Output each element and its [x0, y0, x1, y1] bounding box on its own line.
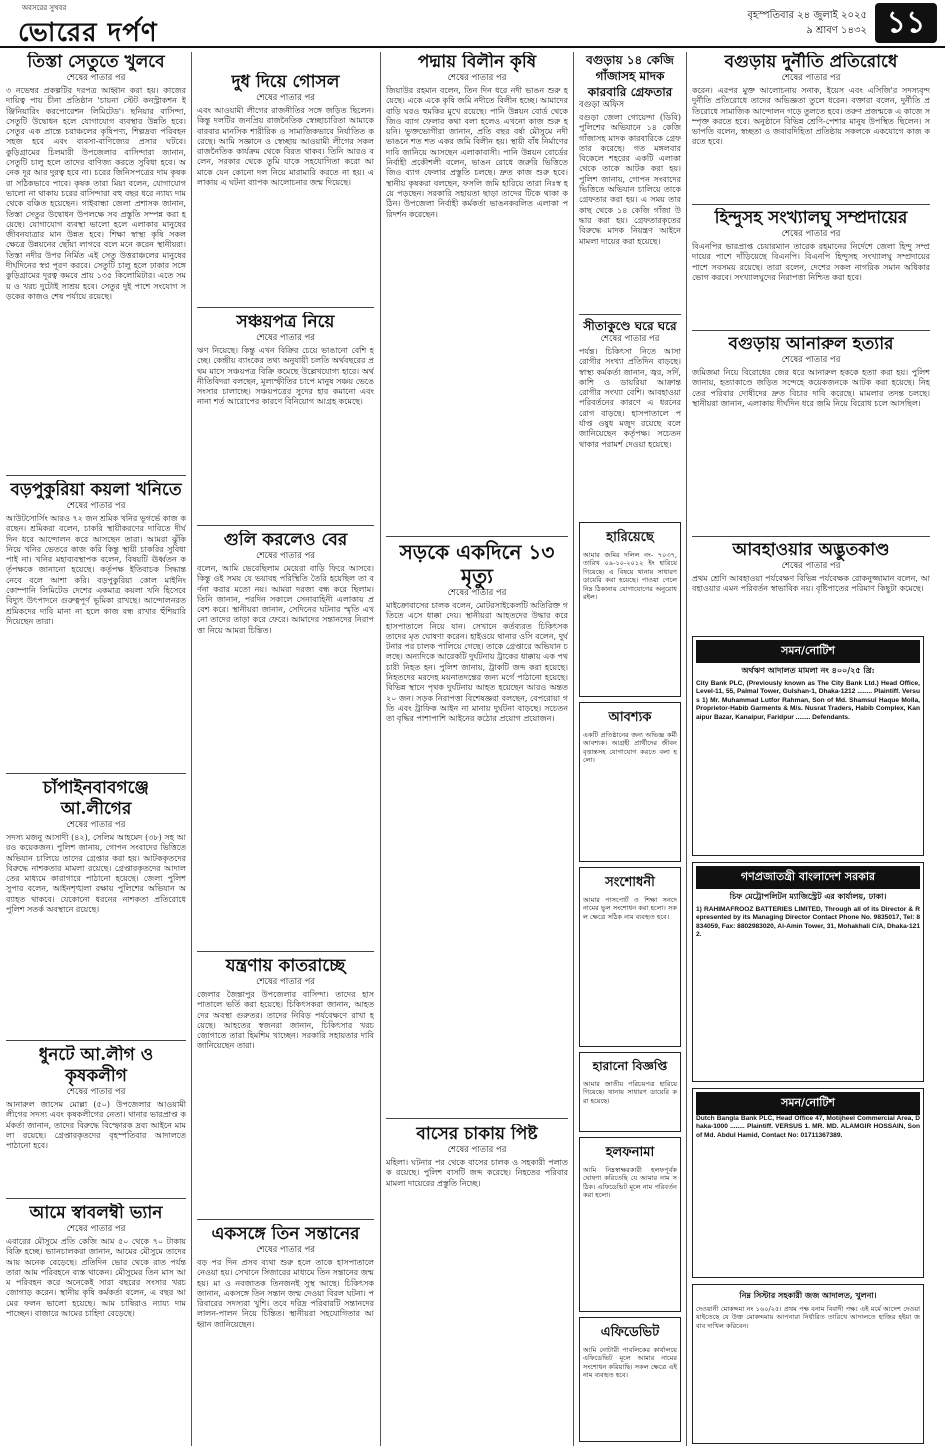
headline: পদ্মায় বিলীন কৃষি	[417, 52, 537, 72]
newspaper-logo	[18, 2, 188, 48]
article-minority	[692, 208, 930, 328]
classified-title: এফিডেভিট	[600, 1325, 660, 1340]
notice-banner: সমন/নোটিশ	[696, 640, 920, 663]
divider	[6, 1198, 186, 1199]
article-body: আনারুল জাসেম মোল্লা (৫০) উপজেলার আওয়ামী লীগের সদস্য এবং কৃষকলীগের নেতা। থানার ভারপ্রাপ্ত কর্মকর্তা জানান, তাদের বিরুদ্ধে বিস্ফোরক দ্রব্য আইনে মামলা রয়েছে। গ্রেপ্তারকৃতদের বৃহস্পতিবার আদালতে পাঠানো হবে।	[6, 1100, 186, 1151]
classified-title: হারিয়েছে	[606, 530, 654, 545]
article-anarul	[692, 334, 930, 534]
article-body: মহিলা। ঘটনার পর থেকে বাসের চালক ও সহকারী পলাতক রয়েছে। পুলিশ বাসটি জব্দ করেছে। নিহতের পরিবার মামলা দায়েরের প্রস্তুতি নিচ্ছে।	[386, 1158, 568, 1188]
legal-notice-magistrate	[692, 862, 924, 1082]
notice-heading: অর্থঋণ আদালত মামলা নং ৪০০/২৫ খ্রি:	[741, 665, 875, 675]
legal-notice-dutch-bangla	[692, 1088, 924, 1278]
kicker: বগুড়া অফিস	[579, 100, 625, 110]
headline: হিন্দুসহ সংখ্যালঘু সম্প্রদায়ের	[714, 208, 908, 228]
column-divider	[686, 52, 687, 1446]
article-body: বগুড়া জেলা গোয়েন্দা (ডিবি) পুলিশের অভিযানে ১৪ কেজি গাঁজাসহ মাদক কারবারিকে গ্রেফতার করেছে। গত মঙ্গলবার বিকেলে শহরের একটি এলাকা থেকে তাকে আটক করা হয়। পুলিশ জানায়, গোপন সংবাদের ভিত্তিতে অভিযান চালিয়ে তাকে গ্রেফতার করা হয়। এ সময় তার কাছ থেকে ১৪ কেজি গাঁজা উদ্ধার করা হয়। গ্রেফতারকৃতের বিরুদ্ধে মাদক নিয়ন্ত্রণ আইনে মামলা দায়ের করা হয়েছে।	[579, 113, 681, 246]
classified-title: আবশ্যক	[608, 710, 652, 725]
masthead	[0, 0, 945, 48]
notice-body: Dutch Bangla Bank PLC, Head Office 47, Motijheel Commercial Area, Dhaka-1000 ........ Plaintiff. VERSUS 1. MR. MD. ALAMGIR HOSSAIN, Son of Md. Abdul Hamid, Contact No: 01711367389.	[696, 1115, 920, 1139]
notice-body: City Bank PLC, (Previously known as The City Bank Ltd.) Head Office, Level-11, 55, Palmal Tower, Gulshan-1, Dhaka-1212 ........ Plaintiff. Versus 1) Mr. Muhammad Lutfor Rahman, Son of Md. Shamsul Haque Molla, Proprietor-Habib Garments & M/s. Nusrat Traders, Habib Complex, Kanaipur Bazar, Kanaipur, Faridpur ........ Defendants.	[696, 680, 920, 721]
column-3	[386, 52, 568, 1448]
headline: গুলি করলেও বের	[223, 530, 348, 550]
article-body: এবং আওয়ামী লীগের রাজনীতির সঙ্গে জড়িত ছিলেন। কিন্তু দলটির জনপ্রিয় রাজনৈতিক স্বেচ্ছাচারিতা আমাকে বারবার মানসিক শারীরিক ও সামাজিকভাবে নির্যাতিত করেছে। আমি সজ্ঞানে ও স্বেচ্ছায় আওয়ামী লীগের সকল রাজনৈতিক কার্যক্রম থেকে বিরত থাকব। তিনি আরও বলেন, সরকার থেকে তুমি যাকে সহযোগিতা করো আমাকে যেন কোনো দল নিয়ে মারামারি করতে না হয়। এলাকায় এ ঘটনা ব্যাপক আলোচনার জন্ম দিয়েছে।	[197, 106, 374, 188]
legal-notice-city-bank	[692, 636, 924, 856]
article-body: বলেন, আমি ভেবেছিলাম মেয়েরা বাড়ি ফিরে আসবে। কিন্তু ওই সময় যে ভয়াবহ পরিস্থিতি তৈরি হয়েছিল তা বর্ণনা করার মতো নয়। আমরা দরজা বন্ধ করে ছিলাম। তিনি জানান, পরদিন সকালে সেনাবাহিনী এলাকায় প্রবেশ করে। স্থানীয়রা জানান, সেদিনের ঘটনার স্মৃতি এখনো তাদের তাড়া করে ফেরে। আমাদের সন্তানদের নিরাপত্তা নিয়ে আমরা চিন্তিত।	[197, 564, 374, 635]
kicker: শেষের পাতার পর	[256, 1245, 315, 1255]
article-road-deaths	[386, 540, 568, 1115]
headline: বগুড়ায় দুর্নীতি প্রতিরোধে	[724, 52, 898, 72]
article-body: প্রথম শ্রেণি আবহাওয়া পর্যবেক্ষণ বিভিন্ন পর্যবেক্ষক রোকনুজ্জামান বলেন, আবহাওয়ার এমন পরিবর্তন স্বাভাবিক নয়। বৃষ্টিপাতের পরিমাণ কিছুটা কমেছে।	[692, 574, 930, 594]
kicker: শেষের পাতার পর	[256, 93, 315, 103]
article-body: আউটসোর্সিং আরও ৭২ জন শ্রমিক খনির ভূগর্ভে কাজ করছেন। শ্রমিকরা বলেন, চাকরি স্থায়ীকরণের দাবিতে দীর্ঘদিন ধরে আন্দোলন করে আসছেন তারা। আমরা ঝুঁকি নিয়ে খনির ভেতরে কাজ করি কিন্তু স্থায়ী চাকরির সুবিধা পাই না। খনির মহাব্যবস্থাপক বলেন, বিষয়টি ঊর্ধ্বতন কর্তৃপক্ষকে জানানো হয়েছে। কর্তৃপক্ষ ইতিবাচক সিদ্ধান্ত নেবে বলে আশা করি। বড়পুকুরিয়া কোল মাইনিং কোম্পানি লিমিটেড দেশের একমাত্র কয়লা খনি হিসেবে বিদ্যুৎ উৎপাদনে গুরুত্বপূর্ণ ভূমিকা রাখছে। আন্দোলনরত শ্রমিকদের দাবি মানা না হলে কাজ বন্ধ রাখার হুঁশিয়ারি দিয়েছেন তারা।	[6, 514, 186, 626]
article-dhunat	[6, 1045, 186, 1195]
column-5	[692, 52, 930, 1448]
article-milk-bath	[197, 72, 374, 304]
article-body: করেন। এরপর মুক্ত আলোচনায় সনাক, ইয়েস এবং এসিজি'র সদস্যবৃন্দ দুর্নীতি প্রতিরোধে তাদের অভিজ্ঞতা তুলে ধরেন। বক্তারা বলেন, দুর্নীতি প্রতিরোধে সামাজিক আন্দোলন গড়ে তুলতে হবে। তরুণ প্রজন্মকে এ কাজে সম্পৃক্ত করতে হবে। অনুষ্ঠানে বিভিন্ন শ্রেণি-পেশার মানুষ উপস্থিত ছিলেন। সভাপতি বলেন, স্বচ্ছতা ও জবাবদিহিতা প্রতিষ্ঠায় সকলকে একযোগে কাজ করতে হবে।	[692, 86, 930, 147]
column-4	[579, 52, 681, 1448]
article-padma	[386, 52, 568, 532]
notice-banner: গণপ্রজাতন্ত্রী বাংলাদেশ সরকার	[696, 866, 920, 889]
divider	[6, 475, 186, 476]
article-triplets	[197, 1224, 374, 1444]
divider	[197, 1219, 374, 1220]
column-1	[6, 52, 186, 1448]
headline: ধুনটে আ.লীগ ও কৃষকলীগ	[38, 1045, 154, 1086]
kicker: শেষের পাতার পর	[447, 73, 507, 83]
article-bus	[386, 1124, 568, 1444]
divider	[197, 307, 374, 308]
classified-lost	[579, 522, 681, 697]
classified-lost-notice	[579, 1052, 681, 1132]
column-divider	[573, 52, 574, 1446]
article-corruption	[692, 52, 930, 202]
logo-tagline: অবসরের সুখবর	[22, 4, 67, 12]
headline: চাঁপাইনবাবগঞ্জে আ.লীগের	[43, 778, 149, 819]
notice-body: 1) RAHIMAFROOZ BATTERIES LIMITED, Through all of its Director & Represented by its Managing Director Contact Phone No. 9835017, Tel: 8834059, Fax: 8802983020, Al-Amin Tower, 31, Mohakhali C/A, Dhaka-1212.	[696, 906, 920, 939]
divider	[579, 314, 681, 315]
notice-heading: নিম্ন সিস্টার সহকারী জজ আদালত, খুলনা।	[739, 1290, 877, 1300]
legal-notice-khulna	[692, 1284, 924, 1444]
article-gunfire	[197, 530, 374, 948]
classified-needed	[579, 702, 681, 862]
classified-body: আমার জমির দলিল নং- ৭০৩৭, তারিখ ০৯-১০-২০১২ ইং হারিয়ে গিয়েছে। এ বিষয়ে থানায় সাধারণ ডায়েরি করা হয়েছে। পাওয়া গেলে নিম্ন ঠিকানায় যোগাযোগের অনুরোধ রইল।	[583, 551, 677, 602]
divider	[197, 951, 374, 952]
classified-title: হলফনামা	[605, 1145, 655, 1160]
classified-affidavit	[579, 1137, 681, 1312]
kicker: শেষের পাতার পর	[781, 73, 841, 83]
article-savings	[197, 312, 374, 522]
article-tista-bridge	[6, 52, 186, 472]
headline: আবহাওয়ার অদ্ভুতকাণ্ড	[732, 540, 890, 560]
kicker: শেষের পাতার পর	[447, 588, 507, 598]
classified-affidavit-2	[579, 1317, 681, 1442]
classified-body: আমার জাতীয় পরিচয়পত্র হারিয়ে গিয়েছে। থানায় সাধারণ ডায়েরি করা হয়েছে।	[583, 1080, 677, 1105]
kicker: শেষের পাতার পর	[781, 561, 841, 571]
headline: বড়পুকুরিয়া কয়লা খনিতে	[10, 480, 182, 500]
notice-banner: সমন/নোটিশ	[696, 1092, 920, 1115]
divider	[386, 1118, 568, 1119]
article-sitakunda	[579, 318, 681, 516]
kicker: শেষের পাতার পর	[447, 1145, 507, 1155]
article-body: জমিজমা নিয়ে বিরোধের জের ধরে আনারুল হককে হত্যা করা হয়। পুলিশ জানায়, হত্যাকাণ্ডে জড়িত সন্দেহে কয়েকজনকে আটক করা হয়েছে। নিহতের পরিবার দোষীদের দ্রুত বিচার দাবি করেছে। মামলার তদন্ত চলছে। স্থানীয়রা জানান, এলাকায় দীর্ঘদিন ধরে জমি নিয়ে বিরোধ চলে আসছিল।	[692, 368, 930, 408]
headline: বগুড়ায় ১৪ কেজি গাঁজাসহ মাদক কারবারি গ্রেফতার	[586, 53, 674, 99]
divider	[197, 525, 374, 526]
divider	[6, 1040, 186, 1041]
date-bangla: ৯ শ্রাবণ ১৪৩২	[806, 25, 867, 36]
page-number: ১১	[875, 3, 937, 43]
kicker: শেষের পাতার পর	[256, 333, 315, 343]
kicker: শেষের পাতার পর	[600, 334, 660, 344]
kicker: শেষের পাতার পর	[66, 1224, 126, 1234]
headline: একসঙ্গে তিন সন্তানের	[211, 1224, 360, 1244]
article-body: এবারের মৌসুমে প্রতি কেজি আম ৫০ থেকে ৭০ টাকায় বিক্রি হচ্ছে। ভ্যানচালকরা জানান, আমের মৌসুমে তাদের আয় অনেক বেড়েছে। প্রতিদিন ভোর থেকে রাত পর্যন্ত তারা আম পরিবহনে ব্যস্ত থাকেন। মৌসুমের তিন মাস আম পরিবহন করে অনেকেই সারা বছরের সংসার খরচ জোগাড় করেন। স্থানীয় কৃষি কর্মকর্তা বলেন, এ বছর আমের ফলন ভালো হয়েছে। আম চাষিরাও ন্যায্য দাম পাচ্ছেন। বাজারে আমের চাহিদা বেড়েছে।	[6, 1237, 186, 1319]
headline: তিস্তা সেতুতে খুলবে	[27, 52, 165, 72]
kicker: শেষের পাতার পর	[66, 1087, 126, 1097]
divider	[692, 204, 930, 205]
logo-title: ভোরের দর্পণ	[18, 18, 158, 48]
column-2	[197, 52, 374, 1448]
kicker: শেষের পাতার পর	[66, 501, 126, 511]
classified-title: সংশোধনী	[605, 875, 655, 890]
headline: বগুড়ায় আনারুল হত্যার	[728, 334, 894, 354]
column-divider	[380, 52, 381, 1446]
headline: সঞ্চয়পত্র নিয়ে	[236, 312, 335, 332]
date-block	[747, 8, 867, 38]
headline: দুধ দিয়ে গোসল	[231, 72, 340, 92]
headline: সড়কে একদিনে ১৩ মৃত্যু	[399, 540, 555, 588]
classified-body: আমার পাসপোর্ট ও শিক্ষা সনদে নামের ভুল সংশোধন করা হলো। সকল ক্ষেত্রে সঠিক নাম ব্যবহৃত হবে।	[583, 896, 677, 921]
notice-heading: চিফ মেট্রোপলিটন ম্যাজিস্ট্রেট এর কার্যালয়, ঢাকা।	[729, 891, 887, 901]
article-chapai	[6, 778, 186, 1038]
divider	[692, 330, 930, 331]
article-body: সদস্য মজনু আসাদী (৪২), সেলিম আহমেদ (৩৮) সহ আরও কয়েকজন। পুলিশ জানায়, গোপন সংবাদের ভিত্তিতে অভিযান চালিয়ে তাদের গ্রেপ্তার করা হয়। আটককৃতদের বিরুদ্ধে নাশকতার মামলা রয়েছে। গ্রেপ্তারকৃতদের আদালতের মাধ্যমে কারাগারে পাঠানো হয়েছে। জেলা পুলিশ সুপার বলেন, আইনশৃঙ্খলা রক্ষায় পুলিশের অভিযান অব্যাহত থাকবে। যেকোনো ধরনের নাশকতা প্রতিরোধে পুলিশ সতর্ক অবস্থানে রয়েছে।	[6, 833, 186, 915]
classified-body: আমি নিম্নস্বাক্ষরকারী হলফপূর্বক ঘোষণা করিতেছি যে আমার নাম সঠিক। এফিডেভিট মূলে নাম পরিবর্তন করা হলো।	[583, 1166, 677, 1200]
article-body: বিএনপির ভারপ্রাপ্ত চেয়ারম্যান তারেক রহমানের নির্দেশে জেলা হিন্দু সম্প্রদায়ের পাশে দাঁড়িয়েছে বিএনপি। বিএনপি হিন্দুসহ সংখ্যালঘু সম্প্রদায়ের পাশে সবসময় রয়েছে। তারা বলেন, দেশের সকল নাগরিক সমান অধিকার ভোগ করবে। সংখ্যালঘুদের নিরাপত্তা নিশ্চিত করা হবে।	[692, 242, 930, 282]
divider	[692, 536, 930, 537]
headline: বাসের চাকায় পিষ্ট	[416, 1124, 538, 1144]
article-body: জিয়াউর রহমান বলেন, তিন দিন ধরে নদী ভাঙন শুরু হয়েছে। একে একে কৃষি জমি নদীতে বিলীন হচ্ছে। আমাদের বাড়ি ঘরও হুমকির মুখে রয়েছে। পানি উন্নয়ন বোর্ড থেকে জিও ব্যাগ ফেলার কথা বলা হলেও এখনো কাজ শুরু হয়নি। ভুক্তভোগীরা জানান, প্রতি বছর বর্ষা মৌসুমে নদী ভাঙনে শত শত একর জমি বিলীন হয়। স্থায়ী বাঁধ নির্মাণের দাবি জানিয়ে আসছেন এলাকাবাসী। পানি উন্নয়ন বোর্ডের নির্বাহী প্রকৌশলী বলেন, ভাঙন রোধে জরুরি ভিত্তিতে জিও ব্যাগ ফেলার প্রস্তুতি চলছে। দ্রুত কাজ শুরু হবে। স্থানীয় কৃষকরা বলছেন, ফসলি জমি হারিয়ে তারা নিঃস্ব হয়ে পড়ছেন। সরকারি সহায়তা ছাড়া তাদের টিকে থাকা কঠিন। উপজেলা নির্বাহী কর্মকর্তা ভাঙনকবলিত এলাকা পরিদর্শন করেছেন।	[386, 86, 568, 219]
headline: সীতাকুণ্ডে ঘরে ঘরে	[583, 319, 677, 333]
divider	[6, 773, 186, 774]
kicker: শেষের পাতার পর	[781, 229, 841, 239]
classified-title: হারানো বিজ্ঞপ্তি	[592, 1059, 668, 1073]
article-mango-van	[6, 1203, 186, 1443]
kicker: শেষের পাতার পর	[66, 820, 126, 830]
date-english: বৃহস্পতিবার ২৪ জুলাই ২০২৫	[747, 10, 867, 21]
article-body: ঋণ নিয়েছে। কিন্তু এখন বিক্রির চেয়ে ভাঙানো বেশি হচ্ছে। কেন্দ্রীয় ব্যাংকের তথ্য অনুযায়ী চলতি অর্থবছরের প্রথম মাসে সঞ্চয়পত্র বিক্রি কমেছে উল্লেখযোগ্য হারে। অর্থনীতিবিদরা বলছেন, মূল্যস্ফীতির চাপে মানুষ সঞ্চয় ভেঙে সংসার চালাচ্ছে। সঞ্চয়পত্রের সুদের হার কমানো এবং নানা শর্ত আরোপের কারণে বিনিয়োগ আগ্রহ কমেছে।	[197, 346, 374, 407]
article-body: পর্যন্ত। চিকিৎসা নিতে আসা রোগীর সংখ্যা প্রতিদিন বাড়ছে। স্বাস্থ্য কর্মকর্তা জানান, জ্বর, সর্দি, কাশি ও ডায়রিয়া আক্রান্ত রোগীর সংখ্যা বেশি। আবহাওয়া পরিবর্তনের কারণে এ ধরনের রোগ বাড়ছে। হাসপাতালে পর্যাপ্ত ওষুধ মজুদ রয়েছে বলে জানিয়েছেন কর্তৃপক্ষ। সচেতন থাকার পরামর্শ দেওয়া হয়েছে।	[579, 347, 681, 449]
article-bogura-ganja	[579, 52, 681, 312]
kicker: শেষের পাতার পর	[66, 73, 126, 83]
article-body: মাইক্রোবাসের চালক বলেন, মোটরসাইকেলটি অতিরিক্ত গতিতে এসে ধাক্কা দেয়। স্থানীয়রা আহতদের উদ্ধার করে হাসপাতালে নিয়ে যান। সেখানে কর্তব্যরত চিকিৎসক তাদের মৃত ঘোষণা করেন। হাইওয়ে থানার ওসি বলেন, দুর্ঘটনার পর চালক পালিয়ে গেছে। তাকে গ্রেপ্তারে অভিযান চলছে। অন্যদিকে আরেকটি দুর্ঘটনায় ট্রাকের ধাক্কায় এক পথচারী নিহত হন। পুলিশ জানায়, ট্রাকটি জব্দ করা হয়েছে। নিহতদের মরদেহ ময়নাতদন্তের জন্য মর্গে পাঠানো হয়েছে। বিভিন্ন স্থানে পৃথক দুর্ঘটনায় আহত হয়েছেন আরও অন্তত ২০ জন। সড়ক নিরাপত্তা বিশেষজ্ঞরা বলছেন, বেপরোয়া গতি এবং ট্রাফিক আইন না মানায় দুর্ঘটনা বাড়ছে। সচেতনতা বৃদ্ধির পাশাপাশি আইনের কঠোর প্রয়োগ প্রয়োজন।	[386, 601, 568, 724]
kicker: শেষের পাতার পর	[256, 977, 315, 987]
kicker: শেষের পাতার পর	[781, 355, 841, 365]
classified-correction	[579, 867, 681, 1047]
headline: যন্ত্রণায় কাতরাচ্ছে	[225, 956, 346, 976]
article-coal-mine	[6, 480, 186, 770]
article-pain	[197, 956, 374, 1216]
classified-body: একটি প্রতিষ্ঠানের জন্য অভিজ্ঞ কর্মী আবশ্যক। আগ্রহী প্রার্থীদের জীবনবৃত্তান্তসহ যোগাযোগ করতে বলা হলো।	[583, 731, 677, 765]
kicker: শেষের পাতার পর	[256, 551, 315, 561]
article-body: ৩ নভেম্বর প্রকল্পটির দরপত্র আহ্বান করা হয়। কাজের দায়িত্ব পায় চীনা প্রতিষ্ঠান 'চায়না স্টেট কনস্ট্রাকশন ইঞ্জিনিয়ারিং করপোরেশন লিমিটেড'। ছনিয়ার বাসিন্দা, সেতুটি উদ্বোধন হলে যোগাযোগ ব্যবস্থার উন্নতি হবে। সেতুর এক প্রান্তে চরাঞ্চলের কৃষিপণ্য, শিল্পদ্রব্য পরিবহন সহজ হবে এবং ব্যবসা-বাণিজ্যের প্রসার ঘটবে। কুড়িগ্রামের চিলমারী উপজেলার বাসিন্দারা জানান, সেতুটি চালু হলে তাদের বাণিজ্য করতে সুবিধা হবে। অনেক দূর আর দুরত্ব হবে না। চরের জিনিসপত্রের দাম কৃষকরা সঠিকভাবে পাবে। কৃষক তারা মিয়া বলেন, যোগাযোগ ভালো না থাকায় চরের বাসিন্দারা বহু বছর ধরে ন্যায্য দাম থেকে বঞ্চিত হয়েছেন। গাইবান্ধা জেলা প্রশাসক জানান, তিস্তা সেতুর উদ্বোধন উপলক্ষে সব প্রস্তুতি সম্পন্ন করা হয়েছে। যোগাযোগ ব্যবস্থা ভালো হলে এলাকার মানুষের জীবনযাত্রার মান উন্নত হবে। শিক্ষা স্বাস্থ্য কৃষি সকল ক্ষেত্রে উন্নয়নের ছোঁয়া লাগবে বলে মনে করেন স্থানীয়রা। তিস্তা নদীর উপর নির্মিত এই সেতু উত্তরাঞ্চলের মানুষের দীর্ঘদিনের স্বপ্ন পূরণ করবে। সেতুটি চালু হলে ঢাকার সঙ্গে কুড়িগ্রামের দূরত্ব কমবে প্রায় ১৩৫ কিলোমিটার। এতে সময় ও খরচ দুটোই সাশ্রয় হবে। সেতুর দুই পাশে সংযোগ সড়কের কাজও শেষ পর্যায়ে রয়েছে।	[6, 86, 186, 301]
article-body: বড় পর দিন প্রসব ব্যথা শুরু হলে তাকে হাসপাতালে নেওয়া হয়। সেখানে সিজারের মাধ্যমে তিন সন্তানের জন্ম হয়। মা ও নবজাতক তিনজনই সুস্থ আছে। চিকিৎসক জানান, একসঙ্গে তিন সন্তান জন্ম দেওয়া বিরল ঘটনা। পরিবারের সদস্যরা খুশি। তবে দরিদ্র পরিবারটি সন্তানদের লালন-পালন নিয়ে চিন্তিত। স্থানীয়রা সহযোগিতার আহ্বান জানিয়েছেন।	[197, 1258, 374, 1329]
divider	[386, 536, 568, 537]
headline: আমে স্বাবলম্বী ভ্যান	[29, 1203, 163, 1223]
article-body: জেলার জৈন্তাপুর উপজেলার বাসিন্দা। তাদের হাসপাতালে ভর্তি করা হয়েছে। চিকিৎসকরা জানান, আহতদের অবস্থা গুরুতর। তাদের নিবিড় পর্যবেক্ষণে রাখা হয়েছে। আহতের স্বজনরা জানান, চিকিৎসার খরচ জোগাতে তারা হিমশিম খাচ্ছেন। সরকারি সহায়তার দাবি জানিয়েছেন তারা।	[197, 990, 374, 1051]
article-weather	[692, 540, 930, 630]
notice-body: দেওয়ানী মোকদ্দমা নং ১৬০/২৫। প্রথম পক্ষ বনাম বিবাদী পক্ষ। এই মর্মে আদেশ দেওয়া যাইতেছে যে উক্ত মোকদ্দমায় আপনারা নির্ধারিত তারিখে আদালতে হাজির হইয়া জবাব দাখিল করিবেন।	[696, 1305, 920, 1330]
classified-body: আমি নোটারী পাবলিকের কার্যালয়ে এফিডেভিট মূলে আমার নামের সংশোধন করিয়াছি। সকল ক্ষেত্রে এই নাম ব্যবহৃত হবে।	[583, 1346, 677, 1380]
column-divider	[191, 52, 192, 1446]
